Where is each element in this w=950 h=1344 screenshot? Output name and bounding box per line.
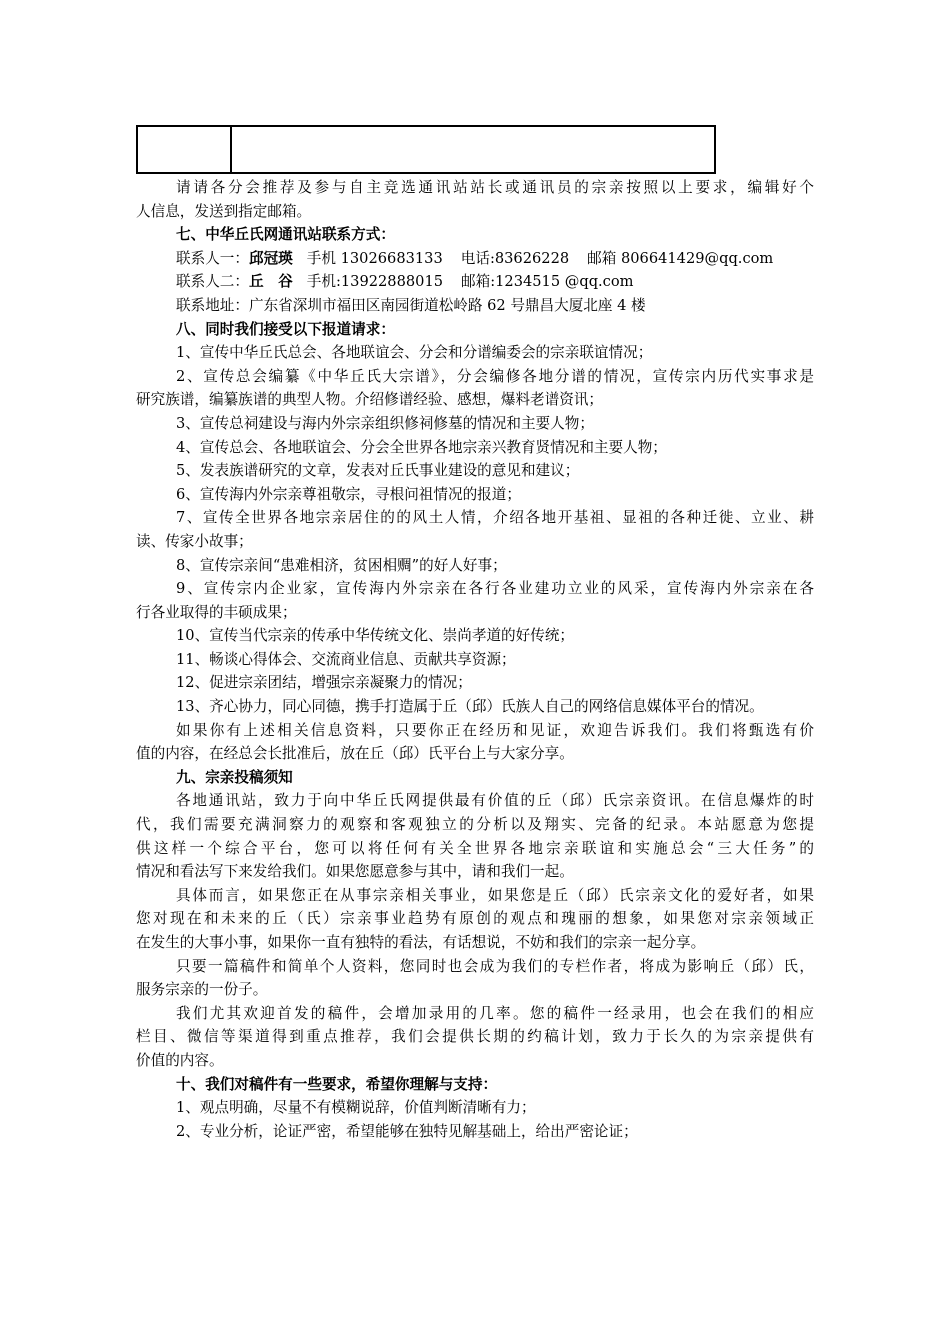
sec9-line: 情况和看法写下来发给我们。如果您愿意参与其中，请和我们一起。 [136, 863, 574, 881]
sec8-line: 6、宣传海内外宗亲尊祖敬宗，寻根问祖情况的报道； [176, 485, 521, 503]
section-8-heading: 八、同时我们接受以下报道请求： [176, 320, 395, 338]
sec9-line: 供这样一个综合平台，您可以将任何有关全世界各地宗亲联谊和实施总会“三大任务”的 [136, 839, 814, 857]
table-fragment [136, 125, 716, 174]
sec8-line: 7、宣传全世界各地宗亲居住的的风土人情，介绍各地开基祖、显祖的各种迁徙、立业、耕 [176, 509, 814, 527]
section-10-heading: 十、我们对稿件有一些要求，希望你理解与支持： [176, 1075, 498, 1093]
sec8-line: 研究族谱，编纂族谱的典型人物。介绍修谱经验、感想，爆料老谱资讯； [136, 391, 604, 409]
contact-1-tel: 电话:83626228 [460, 249, 570, 267]
intro-line-1: 请请各分会推荐及参与自主竞选通讯站站长或通讯员的宗亲按照以上要求，编辑好个 [176, 179, 814, 196]
sec8-line: 10、宣传当代宗亲的传承中华传统文化、崇尚孝道的好传统； [176, 627, 575, 645]
contact-2-label: 联系人二： [176, 273, 249, 291]
sec8-line: 4、宣传总会、各地联谊会、分会全世界各地宗亲兴教育贤情况和主要人物； [176, 438, 667, 456]
sec8-line: 值的内容，在经总会长批准后，放在丘（邱）氏平台上与大家分享。 [136, 745, 574, 763]
sec9-line: 您对现在和未来的丘（氏）宗亲事业趋势有原创的观点和瑰丽的想象，如果您对宗亲领域正 [136, 910, 814, 928]
sec9-line: 价值的内容。 [136, 1051, 224, 1069]
sec9-line: 只要一篇稿件和简单个人资料，您同时也会成为我们的专栏作者，将成为影响丘（邱）氏， [176, 957, 814, 975]
section-7-heading: 七、中华丘氏网通讯站联系方式： [176, 226, 395, 244]
sec8-line: 1、宣传中华丘氏总会、各地联谊会、分会和分谱编委会的宗亲联谊情况； [176, 344, 653, 362]
document-body [136, 176, 814, 1143]
sec9-line: 各地通讯站，致力于向中华丘氏网提供最有价值的丘（邱）氏宗亲资讯。在信息爆炸的时 [176, 792, 814, 810]
sec10-line: 1、观点明确，尽量不有模糊说辞，价值判断清晰有力； [176, 1099, 536, 1117]
contact-1-email: 邮箱 806641429@qq.com [587, 249, 774, 267]
sec8-line: 行各业取得的丰硕成果； [136, 603, 297, 621]
sec9-line: 在发生的大事小事，如果你一直有独特的看法，有话想说，不妨和我们的宗亲一起分享。 [136, 934, 706, 951]
sec8-line: 如果你有上述相关信息资料，只要你正在经历和见证，欢迎告诉我们。我们将甄选有价 [176, 721, 814, 739]
sec9-line: 我们尤其欢迎首发的稿件，会增加录用的几率。您的稿件一经录用，也会在我们的相应 [176, 1004, 814, 1022]
sec8-line: 2、宣传总会编纂《中华丘氏大宗谱》，分会编修各地分谱的情况，宣传宗内历代实事求是 [176, 367, 814, 385]
contact-1-phone: 手机 13026683133 [306, 249, 443, 267]
contact-1 [136, 247, 814, 271]
table-column-divider [230, 127, 232, 172]
contact-2-email: 邮箱:1234515 @qq.com [461, 273, 634, 291]
sec8-line: 9、宣传宗内企业家，宣传海内外宗亲在各行各业建功立业的风采，宣传海内外宗亲在各 [176, 580, 814, 598]
sec9-line: 具体而言，如果您正在从事宗亲相关事业，如果您是丘（邱）氏宗亲文化的爱好者，如果 [176, 886, 814, 904]
sec8-line: 11、畅谈心得体会、交流商业信息、贡献共享资源； [176, 650, 516, 668]
sec8-line: 8、宣传宗亲间“患难相济，贫困相赒”的好人好事； [176, 556, 507, 574]
contact-1-label: 联系人一： [176, 249, 249, 267]
contact-2 [136, 270, 814, 294]
contact-2-phone: 手机:13922888015 [306, 273, 444, 291]
sec9-line: 代，我们需要充满洞察力的观察和客观独立的分析以及翔实、完备的纪录。本站愿意为您提 [136, 816, 814, 834]
sec9-line: 栏目、微信等渠道得到重点推荐，我们会提供长期的约稿计划，致力于长久的为宗亲提供有 [136, 1028, 814, 1046]
sec10-line: 2、专业分析，论证严密，希望能够在独特见解基础上，给出严密论证； [176, 1122, 638, 1140]
sec8-line: 12、促进宗亲团结，增强宗亲凝聚力的情况； [176, 674, 472, 692]
sec8-line: 读、传家小故事； [136, 532, 253, 550]
sec9-line: 服务宗亲的一份子。 [136, 981, 268, 999]
contact-2-name: 丘 谷 [248, 273, 293, 291]
contact-address: 联系地址：广东省深圳市福田区南园街道松岭路 62 号鼎昌大厦北座 4 楼 [176, 296, 646, 314]
sec8-line: 3、宣传总祠建设与海内外宗亲组织修祠修墓的情况和主要人物； [176, 414, 594, 432]
sec8-line: 5、发表族谱研究的文章，发表对丘氏事业建设的意见和建议； [176, 462, 580, 480]
sec8-line: 13、齐心协力，同心同德，携手打造属于丘（邱）氏族人自己的网络信息媒体平台的情况。 [176, 698, 764, 716]
intro-line-2: 人信息，发送到指定邮箱。 [136, 202, 312, 220]
contact-1-name: 邱冠瑛 [248, 249, 293, 267]
section-9-heading: 九、宗亲投稿须知 [176, 768, 293, 786]
